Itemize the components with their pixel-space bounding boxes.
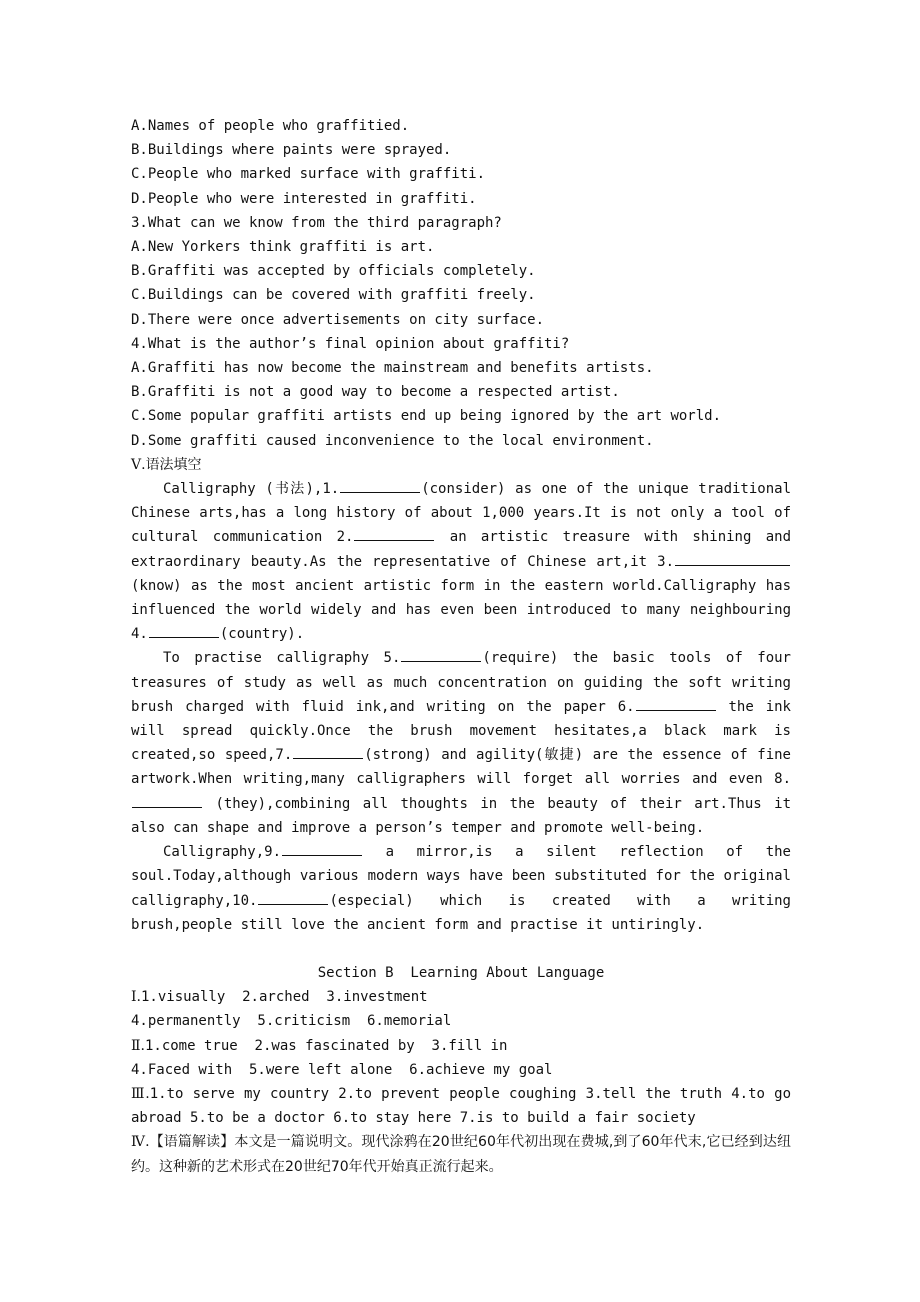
section5-numeral: Ⅴ. xyxy=(131,456,146,473)
answer-part4-text: 【语篇解读】本文是一篇说明文。现代涂鸦在20世纪60年代初出现在费城,到了60年代末,它已经到达纽约。这种新的艺术形式在20世纪70年代开始真正流行起来。 xyxy=(131,1134,792,1175)
blank-4[interactable] xyxy=(149,622,219,638)
document-body xyxy=(131,114,791,1179)
q2-option-a: A.Names of people who graffitied. xyxy=(131,118,410,134)
q2-option-c: C.People who marked surface with graffiti. xyxy=(131,166,486,183)
p2-text-3: the ink will spread quickly.Once the brush movement hesitates,a black mark is created,so speed,7. xyxy=(131,698,791,764)
p3-text-1: Calligraphy,9. xyxy=(163,844,282,861)
answer-part2-line1 xyxy=(131,1034,791,1058)
p3-text-2: a mirror,is a silent reflection of the soul.Today,although various modern ways have been substituted for the original calligraphy,10. xyxy=(131,844,791,909)
answer-part4-numeral: Ⅳ. xyxy=(131,1134,150,1151)
q4-option-b: B.Graffiti is not a good way to become a respected artist. xyxy=(131,384,620,401)
answer-part3-numeral: Ⅲ. xyxy=(131,1085,150,1102)
answer-part2-text1: 1.come true 2.was fascinated by 3.fill in xyxy=(144,1037,508,1054)
answer-part4 xyxy=(131,1130,791,1178)
blank-10[interactable] xyxy=(258,889,328,905)
answer-part1-line2: 4.permanently 5.criticism 6.memorial xyxy=(131,1013,452,1030)
p2-text-5: (they),combining all thoughts in the beauty of their art.Thus it also can shape and improve a person’s temper and promote well-being. xyxy=(131,795,791,836)
answer-part1-line1 xyxy=(131,985,791,1009)
cloze-paragraph-3 xyxy=(131,840,791,937)
q2-option-d: D.People who were interested in graffiti. xyxy=(131,190,477,207)
p1-text-3: an artistic treasure with shining and extraordinary beauty.As the representative of Chinese art,it 3. xyxy=(131,529,791,570)
p1-text-1: Calligraphy (书法),1. xyxy=(163,481,340,498)
p1-text-2: (consider) as one of the unique traditional Chinese arts,has a long history of about 1,000 years.It is not only a tool of cultural communication 2. xyxy=(131,481,791,546)
answer-part3-text: 1.to serve my country 2.to prevent people coughing 3.tell the truth 4.to go abroad 5.to be a doctor 6.to stay here 7.is to build a fair society xyxy=(131,1085,792,1127)
cloze-paragraph-1 xyxy=(131,477,791,646)
answer-part1-numeral: Ⅰ. xyxy=(131,989,141,1006)
blank-1[interactable] xyxy=(340,477,420,493)
section5-heading xyxy=(131,453,791,477)
answer-part2-numeral: Ⅱ. xyxy=(131,1037,145,1054)
blank-6[interactable] xyxy=(636,695,716,711)
q3-option-c: C.Buildings can be covered with graffiti freely. xyxy=(131,287,536,304)
answer-section-title: Section B Learning About Language xyxy=(317,964,605,981)
q4-question: 4.What is the author’s final opinion about graffiti? xyxy=(131,335,570,352)
q2-option-b: B.Buildings where paints were sprayed. xyxy=(131,142,452,159)
p3-text-3: (especial) which is created with a writing brush,people still love the ancient form and practise it untiringly. xyxy=(131,892,791,933)
section5-title: 语法填空 xyxy=(145,456,202,473)
p2-text-4: (strong) and agility(敏捷) are the essence of fine artwork.When writing,many calligraphers will forget all worries and even 8. xyxy=(131,747,791,788)
blank-9[interactable] xyxy=(282,840,362,856)
answer-part2-line2: 4.Faced with 5.were left alone 6.achieve my goal xyxy=(131,1061,553,1078)
blank-3[interactable] xyxy=(675,550,790,566)
q3-option-d: D.There were once advertisements on city surface. xyxy=(131,311,545,328)
blank-8[interactable] xyxy=(132,792,202,808)
q4-option-d: D.Some graffiti caused inconvenience to the local environment. xyxy=(131,432,654,449)
p1-text-5: (country). xyxy=(219,626,305,643)
q4-option-a: A.Graffiti has now become the mainstream and benefits artists. xyxy=(131,360,654,377)
answer-part3 xyxy=(131,1082,791,1130)
p2-text-2: (require) the basic tools of four treasures of study as well as much concentration on guiding the soft writing brush charged with fluid ink,and writing on the paper 6. xyxy=(131,650,791,715)
p1-text-4: (know) as the most ancient artistic form in the eastern world.Calligraphy has influenced the world widely and has even been introduced to many neighbouring 4. xyxy=(131,577,791,643)
cloze-paragraph-2 xyxy=(131,646,791,840)
p2-text-1: To practise calligraphy 5. xyxy=(163,650,401,667)
answer-part1-text1: 1.visually 2.arched 3.investment xyxy=(140,989,428,1006)
blank-5[interactable] xyxy=(401,646,481,662)
q3-question: 3.What can we know from the third paragraph? xyxy=(131,214,502,231)
blank-7[interactable] xyxy=(293,743,363,759)
q4-option-c: C.Some popular graffiti artists end up being ignored by the art world. xyxy=(131,408,722,425)
q3-option-a: A.New Yorkers think graffiti is art. xyxy=(131,239,435,256)
blank-2[interactable] xyxy=(354,525,434,541)
q3-option-b: B.Graffiti was accepted by officials completely. xyxy=(131,263,536,280)
